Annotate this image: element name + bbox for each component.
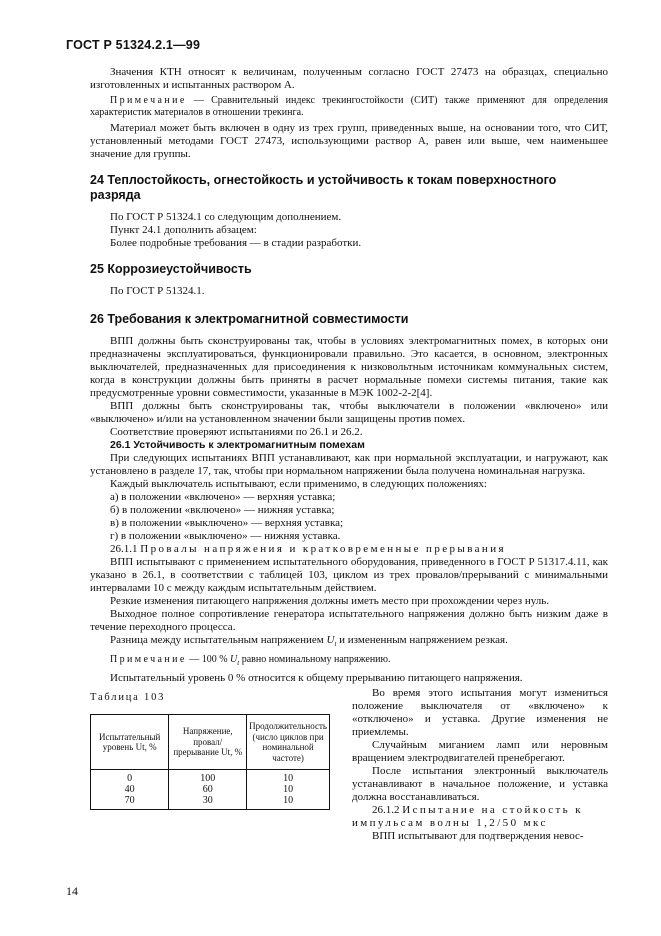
table-header-row (91, 715, 330, 770)
subsection-26-1-2-number: 26.1.2 (372, 804, 400, 817)
para-ktn: Значения КТН относят к величинам, полученным согласно ГОСТ 27473 на образцах, специально изготовленных и испытанных раствором А. (90, 66, 608, 91)
note-1-label: Примечание (110, 95, 187, 106)
sec26-p6: ВПП испытывают с применением испытательного оборудования, приведенного в ГОСТ Р 51317.4.11, как указано в 26.1, в соответствии с таблицей 103, циклом из трех провалов/прерываний с минимальными интервалами 10 с между каждым испытательным действием. (90, 556, 608, 594)
table-cell: 100 (169, 770, 247, 785)
page-number: 14 (66, 884, 78, 898)
sec25-line1: По ГОСТ Р 51324.1. (110, 285, 205, 297)
sec26-p10: Испытательный уровень 0 % относится к общему прерыванию питающего напряжения. (110, 672, 523, 685)
page-content (90, 66, 608, 849)
page-header: ГОСТ Р 51324.2.1—99 (66, 38, 201, 52)
table-103 (90, 714, 330, 810)
right-p5: ВПП испытывают для подтверждения невос- (372, 830, 584, 843)
sec26-p7: Резкие изменения питающего напряжения должны иметь место при прохождении через нуль. (110, 595, 550, 607)
p9-text-a: Разница между испытательным напряжением (110, 634, 327, 646)
subsection-26-1-title: 26.1 Устойчивость к электромагнитным помехам (110, 439, 365, 451)
sec26-p8: Выходное полное сопротивление генератора испытательного напряжения должно быть низким даже в течение переходного процесса. (90, 608, 608, 633)
sec24-line1: По ГОСТ Р 51324.1 со следующим дополнением. (110, 211, 342, 223)
table-header-cell: Напряжение, провал/прерывание Ut, % (169, 715, 247, 770)
var-ut: $U_t$ (326, 634, 337, 649)
para-material: Материал может быть включен в одну из трех групп, приведенных выше, на основании того, что СИТ, установленный методами ГОСТ 27473, использующими раствор А, равен или выше, чем наименьшее значение для группы. (90, 122, 608, 160)
section-24-title: 24 Теплостойкость, огнестойкость и устойчивость к токам поверхностного разряда (90, 173, 557, 202)
note-2 (90, 654, 608, 669)
list-item: в) в положении «выключено» — верхняя уставка; (110, 517, 344, 529)
sec26-p9 (90, 634, 608, 651)
note-2-text-a: — 100 % (186, 654, 231, 666)
sec26-p4: При следующих испытаниях ВПП устанавливают, как при нормальной эксплуатации, и нагружают, как установлено в разделе 17, так, чтобы при нормальном напряжении была получена номинальная нагрузка. (90, 452, 608, 477)
subsection-26-1-2-title (352, 804, 608, 830)
two-column-area (90, 687, 608, 849)
sec26-p3: Соответствие проверяют испытаниями по 26.1 и 26.2. (110, 426, 363, 438)
subsection-26-1-1-number: 26.1.1 (110, 543, 138, 555)
sec24-line2: Пункт 24.1 дополнить абзацем: (110, 224, 257, 236)
table-cell: 60 (169, 784, 247, 795)
table-cell: 70 (91, 795, 169, 810)
table-row (91, 770, 330, 785)
subsection-26-1-2-text: Испытание на стойкость к импульсам волны 1,2/50 мкс (352, 804, 583, 830)
sec26-p2: ВПП должны быть сконструированы так, чтобы выключатели в положении «включено» или «выключено» и/или на установленном значении были защищены против помех. (90, 400, 608, 425)
sec24-line3: Более подробные требования — в стадии разработки. (110, 237, 362, 249)
right-p3: После испытания электронный выключатель устанавливают в начальное положение, и уставка должна восстанавливаться. (352, 765, 608, 804)
table-row (91, 795, 330, 810)
section-25-title: 25 Коррозиеустойчивость (90, 262, 252, 276)
var-ut: $U_t$ (230, 654, 240, 668)
section-26-title: 26 Требования к электромагнитной совместимости (90, 312, 409, 326)
p9-text-b: и измененным напряжением резкая. (336, 634, 508, 646)
table-cell: 10 (247, 795, 330, 810)
note-2-label: Примечание (110, 654, 187, 666)
table-cell: 10 (247, 784, 330, 795)
note-1-text: — Сравнительный индекс трекингостойкости (СИТ) также применяют для определения характеристик материалов в отношении трекинга. (90, 95, 608, 118)
right-p2: Случайным миганием ламп или неровным вращением электродвигателей пренебрегают. (352, 739, 608, 765)
table-header-cell: Испытательный уровень Ut, % (91, 715, 169, 770)
sec26-p5: Каждый выключатель испытывают, если применимо, в следующих положениях: (110, 478, 487, 490)
table-header-cell: Продолжительность (число циклов при номинальной частоте) (247, 715, 330, 770)
table-column (90, 687, 335, 810)
note-2-text-b: равно номинальному напряжению. (239, 654, 391, 666)
sec26-p1: ВПП должны быть сконструированы так, чтобы в условиях электромагнитных помех, в которых они предназначены эксплуатироваться, функционировали правильно. Это касается, в основном, электронных выключателей, предназначенных для присоединения к низковольтным источникам коммунальных систем, когда в конструкции должны быть приняты в расчет нормальные помехи системы питания, такие как предусмотренные уровни совместимости, указанные в МЭК 1002-2-2[4]. (90, 335, 608, 399)
table-cell: 10 (247, 770, 330, 785)
table-caption: Таблица 103 (90, 692, 166, 704)
table-cell: 40 (91, 784, 169, 795)
table-cell: 0 (91, 770, 169, 785)
list-item: г) в положении «выключено» — нижняя уставка. (110, 530, 341, 542)
list-item: а) в положении «включено» — верхняя уставка; (110, 491, 336, 503)
list-item: б) в положении «включено» — нижняя уставка; (110, 504, 335, 516)
table-row (91, 784, 330, 795)
subsection-26-1-1-text: Провалы напряжения и кратковременные прерывания (140, 543, 506, 555)
note-1 (90, 95, 608, 119)
right-p1: Во время этого испытания могут измениться положение выключателя от «включено» к «отключено» и уставка. Другие изменения не приемлемы. (352, 687, 608, 739)
subsection-26-1-1-title (90, 543, 608, 556)
right-text-column (352, 687, 608, 843)
table-cell: 30 (169, 795, 247, 810)
